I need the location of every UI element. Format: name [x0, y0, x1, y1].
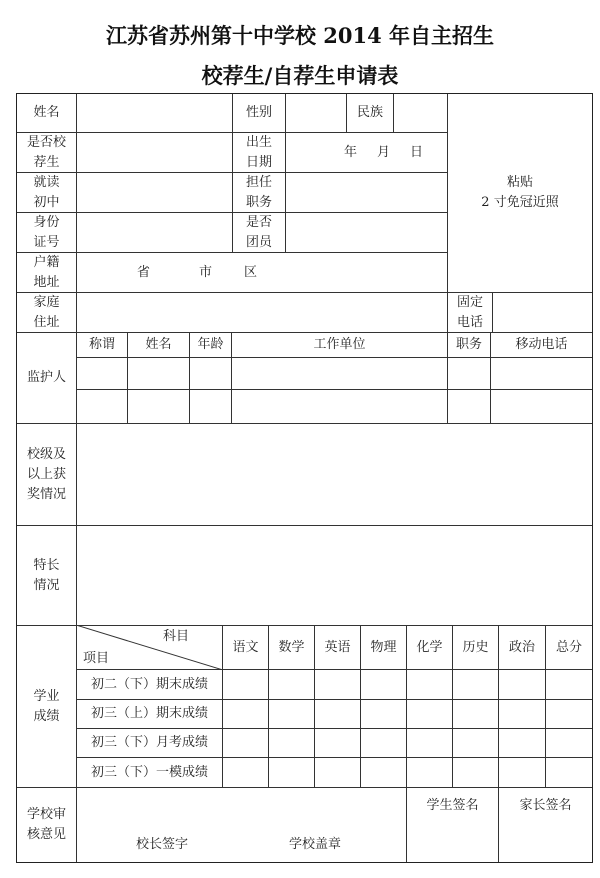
- ethnicity-label: 民族: [346, 93, 394, 133]
- school-field[interactable]: [76, 172, 233, 213]
- diag-subject-label: 科目: [163, 629, 190, 644]
- guardian-cell[interactable]: [189, 357, 232, 390]
- guardian-label: 监护人: [16, 332, 77, 424]
- subject-header: 历史: [452, 625, 499, 670]
- grade-cell[interactable]: [545, 699, 593, 729]
- grade-cell[interactable]: [268, 699, 315, 729]
- subject-header: 化学: [406, 625, 453, 670]
- grade-cell[interactable]: [545, 757, 593, 788]
- subject-header: 政治: [498, 625, 546, 670]
- subject-header: 语文: [222, 625, 269, 670]
- guardian-header: 年龄: [189, 332, 232, 358]
- home-label: 家庭住址: [16, 292, 77, 333]
- guardian-cell[interactable]: [447, 389, 491, 424]
- guardian-cell[interactable]: [76, 357, 128, 390]
- id-field[interactable]: [76, 212, 233, 253]
- league-label: 是否团员: [232, 212, 286, 253]
- ethnicity-field[interactable]: [393, 93, 448, 133]
- specialty-field[interactable]: [76, 525, 593, 626]
- guardian-cell[interactable]: [76, 389, 128, 424]
- specialty-label: 特长情况: [16, 525, 77, 626]
- grade-cell[interactable]: [360, 757, 407, 788]
- principal-sign-label: 校长签字: [136, 837, 189, 852]
- approval-label: 学校审核意见: [16, 787, 77, 863]
- subject-header: 总分: [545, 625, 593, 670]
- subject-header: 数学: [268, 625, 315, 670]
- grade-row-label: 初三（下）月考成绩: [76, 728, 223, 758]
- district-text: 区: [244, 265, 258, 280]
- awards-label: 校级及以上获奖情况: [16, 423, 77, 526]
- grade-cell[interactable]: [222, 699, 269, 729]
- photo-line2: 2 寸免冠近照: [481, 195, 559, 210]
- grade-cell[interactable]: [314, 699, 361, 729]
- phone-label: 固定电话: [447, 292, 493, 333]
- photo-area: [447, 93, 593, 293]
- grade-cell[interactable]: [498, 669, 546, 700]
- grade-cell[interactable]: [314, 669, 361, 700]
- grade-cell[interactable]: [222, 669, 269, 700]
- birth-month: 月: [377, 145, 391, 160]
- guardian-cell[interactable]: [189, 389, 232, 424]
- grade-cell[interactable]: [406, 757, 453, 788]
- guardian-cell[interactable]: [231, 389, 448, 424]
- subject-header: 英语: [314, 625, 361, 670]
- diagonal-header-cell: [76, 625, 223, 670]
- grade-row-label: 初二（下）期末成绩: [76, 669, 223, 700]
- id-label: 身份证号: [16, 212, 77, 253]
- grade-cell[interactable]: [268, 728, 315, 758]
- grade-cell[interactable]: [268, 757, 315, 788]
- phone-field[interactable]: [492, 292, 593, 333]
- school-label: 就读初中: [16, 172, 77, 213]
- grade-cell[interactable]: [360, 699, 407, 729]
- city-text: 市: [199, 265, 213, 280]
- gender-field[interactable]: [285, 93, 347, 133]
- birth-day: 日: [410, 145, 424, 160]
- grade-cell[interactable]: [545, 669, 593, 700]
- recommended-field[interactable]: [76, 132, 233, 173]
- position-field[interactable]: [285, 172, 448, 213]
- name-label: 姓名: [16, 93, 77, 133]
- guardian-header: 姓名: [127, 332, 190, 358]
- grade-cell[interactable]: [452, 669, 499, 700]
- subject-header: 物理: [360, 625, 407, 670]
- guardian-header: 移动电话: [490, 332, 593, 358]
- grade-cell[interactable]: [498, 728, 546, 758]
- name-field[interactable]: [76, 93, 233, 133]
- guardian-cell[interactable]: [127, 389, 190, 424]
- birth-field[interactable]: [285, 132, 448, 173]
- hukou-field[interactable]: [76, 252, 448, 293]
- grade-cell[interactable]: [545, 728, 593, 758]
- province-text: 省: [137, 265, 151, 280]
- approval-field[interactable]: [76, 787, 407, 863]
- photo-line1: 粘贴: [506, 175, 533, 190]
- league-field[interactable]: [285, 212, 448, 253]
- birth-label: 出生日期: [232, 132, 286, 173]
- guardian-header: 称谓: [76, 332, 128, 358]
- guardian-cell[interactable]: [447, 357, 491, 390]
- parent-sign-field[interactable]: [498, 787, 593, 863]
- form-title: 江苏省苏州第十中学校 2014 年自主招生: [105, 23, 495, 48]
- grade-cell[interactable]: [314, 728, 361, 758]
- guardian-cell[interactable]: [127, 357, 190, 390]
- home-field[interactable]: [76, 292, 448, 333]
- grade-cell[interactable]: [268, 669, 315, 700]
- grades-label: 学业成绩: [16, 625, 77, 788]
- grade-cell[interactable]: [360, 728, 407, 758]
- school-seal-label: 学校盖章: [289, 837, 342, 852]
- form-subtitle: 校荐生/自荐生申请表: [201, 63, 399, 88]
- grade-cell[interactable]: [222, 757, 269, 788]
- grade-cell[interactable]: [360, 669, 407, 700]
- hukou-label: 户籍地址: [16, 252, 77, 293]
- recommended-label: 是否校荐生: [16, 132, 77, 173]
- grade-cell[interactable]: [452, 757, 499, 788]
- grade-cell[interactable]: [406, 699, 453, 729]
- diag-item-label: 项目: [83, 651, 110, 666]
- grade-cell[interactable]: [452, 699, 499, 729]
- grade-cell[interactable]: [498, 699, 546, 729]
- grade-cell[interactable]: [406, 669, 453, 700]
- grade-cell[interactable]: [452, 728, 499, 758]
- gender-label: 性别: [232, 93, 286, 133]
- grade-cell[interactable]: [406, 728, 453, 758]
- grade-cell[interactable]: [314, 757, 361, 788]
- guardian-cell[interactable]: [231, 357, 448, 390]
- guardian-header: 工作单位: [231, 332, 448, 358]
- awards-field[interactable]: [76, 423, 593, 526]
- guardian-cell[interactable]: [490, 357, 593, 390]
- guardian-cell[interactable]: [490, 389, 593, 424]
- grade-cell[interactable]: [222, 728, 269, 758]
- grade-row-label: 初三（上）期末成绩: [76, 699, 223, 729]
- grade-row-label: 初三（下）一模成绩: [76, 757, 223, 788]
- student-sign-field[interactable]: [406, 787, 499, 863]
- guardian-header: 职务: [447, 332, 491, 358]
- birth-year: 年: [344, 145, 358, 160]
- grade-cell[interactable]: [498, 757, 546, 788]
- parent-sign-label: 家长签名: [519, 798, 572, 813]
- position-label: 担任职务: [232, 172, 286, 213]
- student-sign-label: 学生签名: [426, 798, 479, 813]
